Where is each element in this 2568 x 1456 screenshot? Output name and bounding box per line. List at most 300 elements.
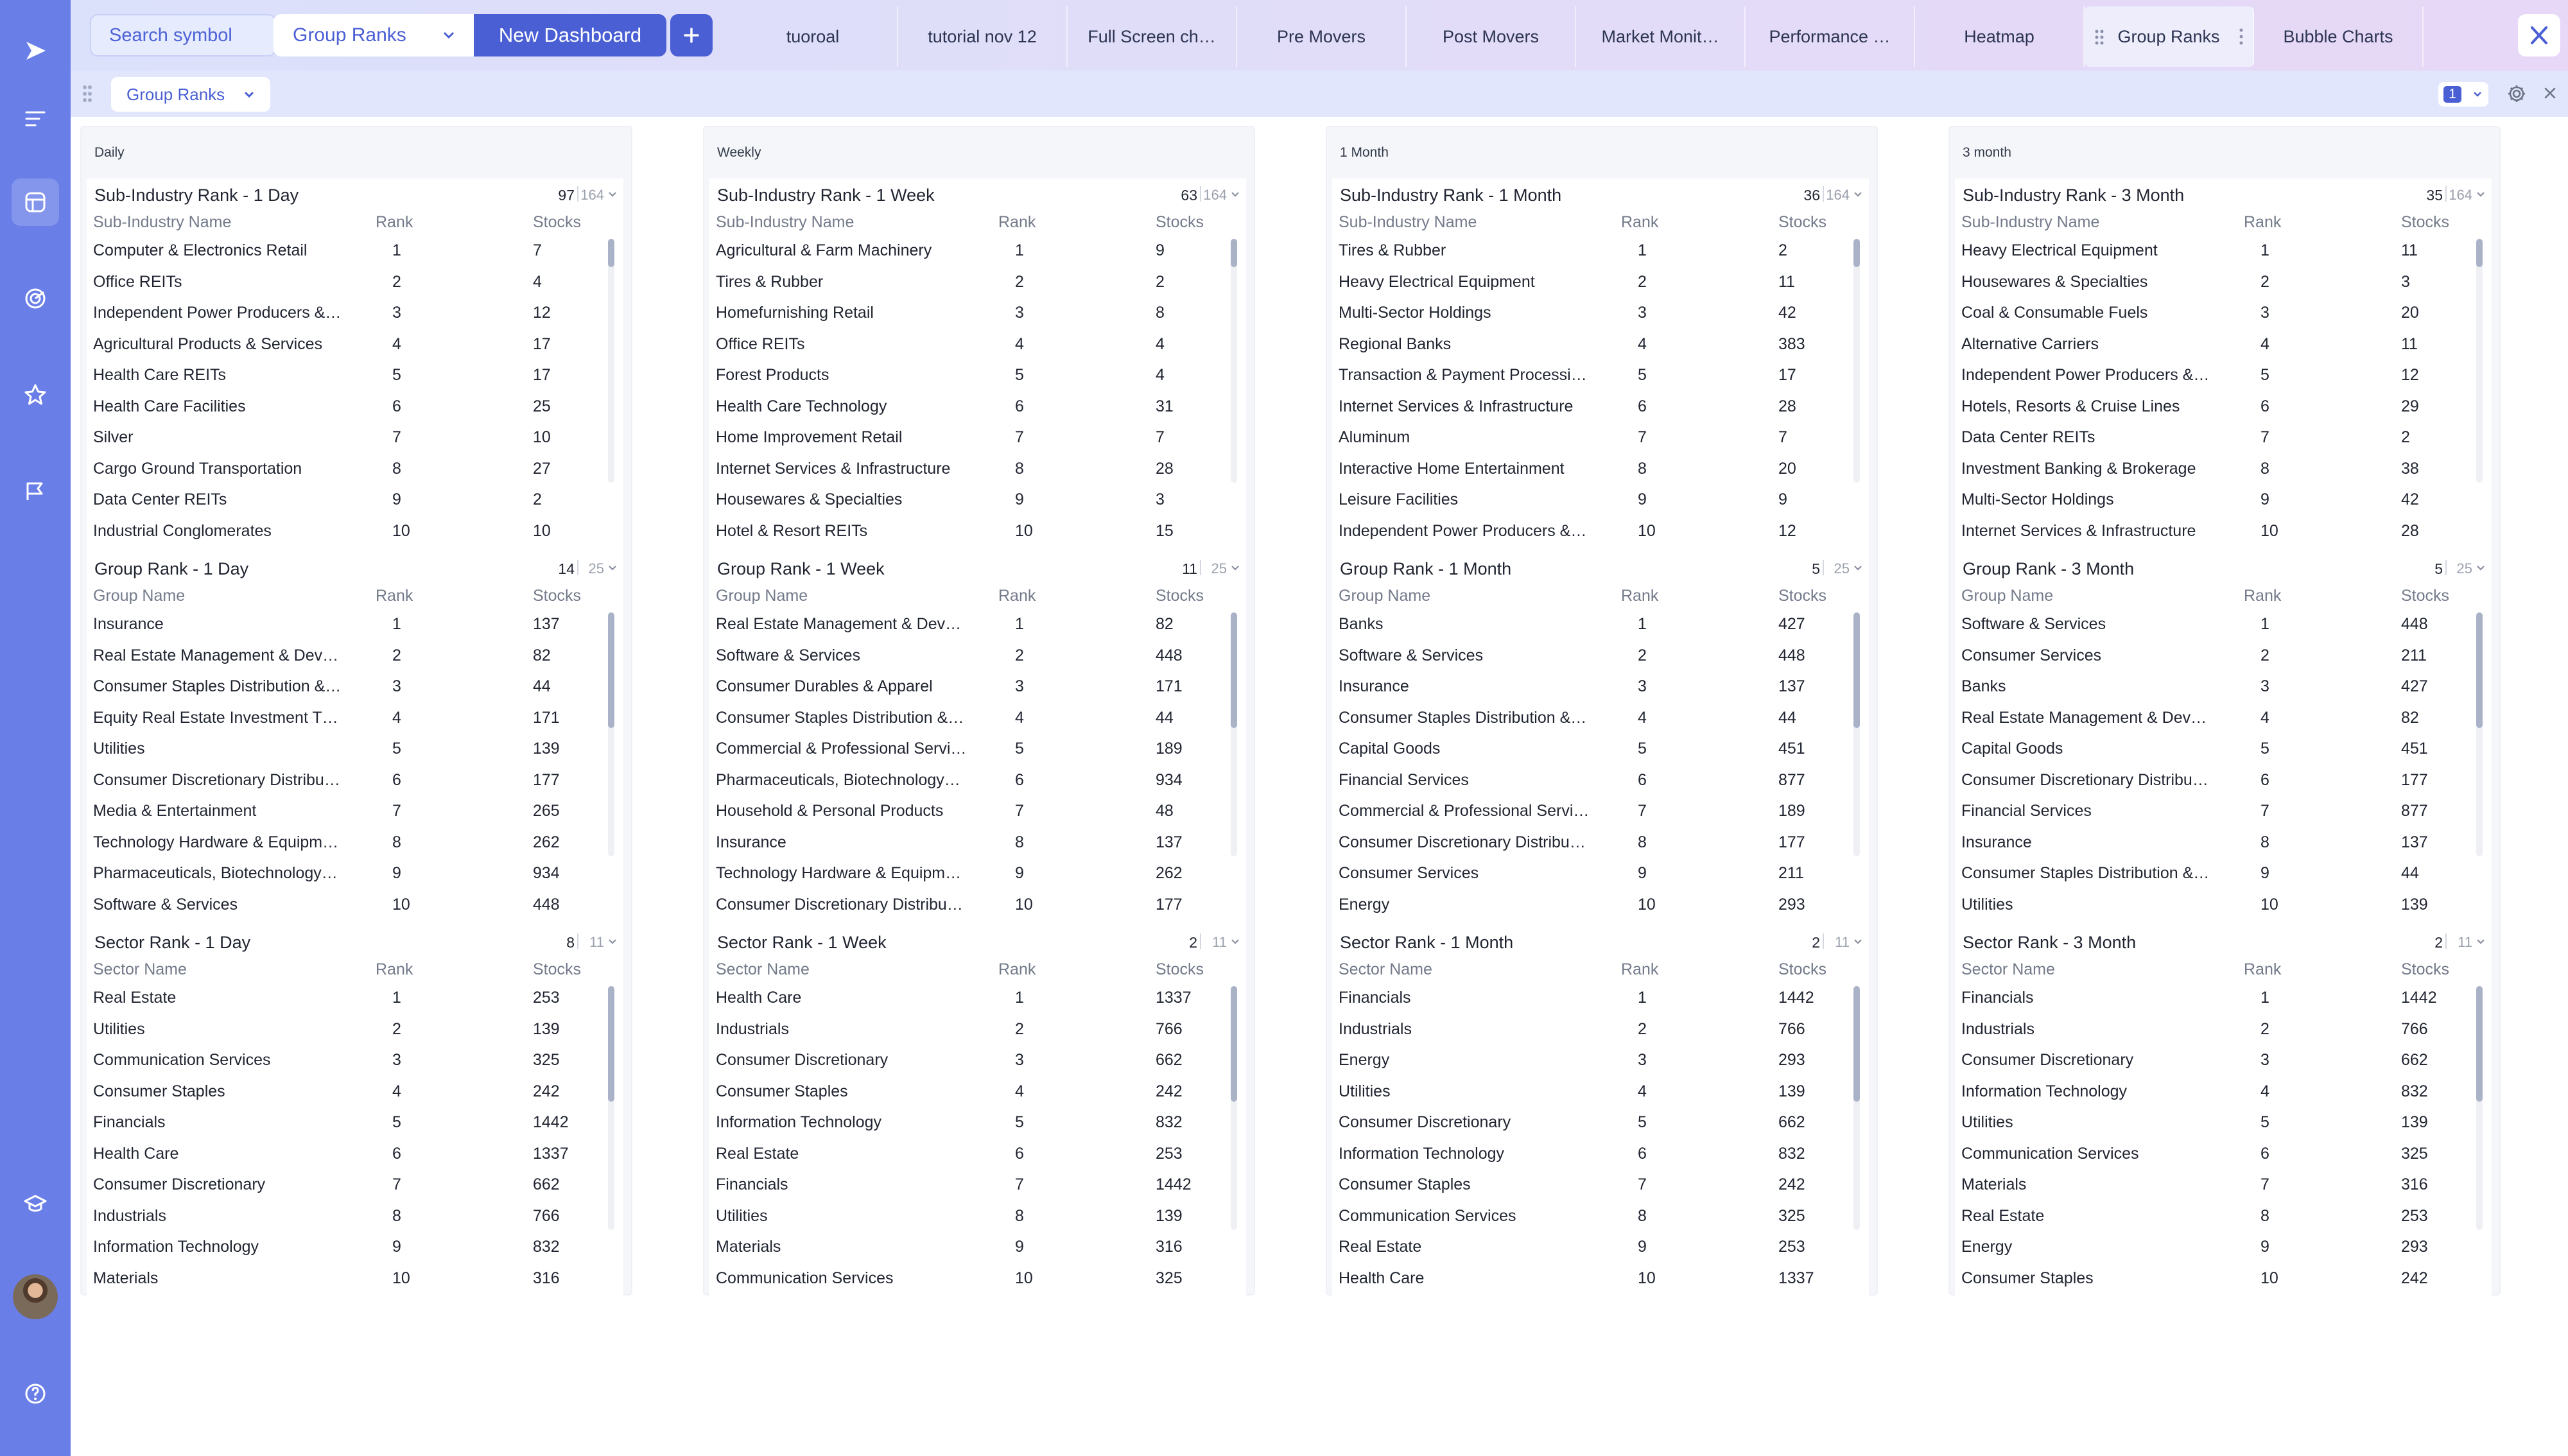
rank-panel (87, 926, 623, 1299)
table-row[interactable] (1955, 1231, 2468, 1262)
panel-header[interactable] (87, 178, 623, 209)
table-row[interactable] (1955, 391, 2468, 422)
table-row[interactable] (709, 360, 1223, 390)
table-row[interactable] (709, 516, 1223, 546)
table-row[interactable] (1332, 671, 1846, 702)
table-row[interactable] (1332, 422, 1846, 453)
table-row[interactable] (1955, 640, 2468, 671)
header-rank[interactable]: Rank (2244, 213, 2282, 231)
table-row[interactable] (87, 1169, 600, 1200)
cell-stocks: 877 (2401, 802, 2428, 820)
table-row[interactable] (1955, 1076, 2468, 1107)
table-row[interactable] (1332, 982, 1846, 1013)
panel-header[interactable] (1955, 926, 2492, 957)
table-row[interactable] (1955, 235, 2468, 266)
scrollbar-thumb[interactable] (1853, 986, 1860, 1102)
table-row[interactable] (709, 765, 1223, 795)
scrollbar[interactable] (2476, 986, 2483, 1230)
scrollbar[interactable] (608, 612, 614, 856)
cell-stocks: 2 (533, 490, 542, 508)
panel-count: 14 (558, 560, 575, 577)
tab-4[interactable] (1237, 6, 1407, 67)
table-row[interactable] (709, 1076, 1223, 1107)
cell-rank: 10 (1015, 1269, 1033, 1287)
table-row[interactable] (87, 827, 600, 858)
panel-total: 164 (2449, 187, 2472, 203)
table-row[interactable] (87, 484, 600, 515)
cell-stocks: 1337 (1156, 989, 1192, 1007)
chevron-down-icon[interactable] (607, 189, 618, 200)
top-bar (71, 0, 2568, 71)
cell-name: Real Estate (716, 1144, 799, 1163)
table-row[interactable] (709, 1200, 1223, 1231)
panel-title: Sector Rank - 1 Week (717, 933, 887, 952)
tab-9[interactable] (2085, 6, 2254, 67)
header-name[interactable]: Sector Name (1339, 960, 1432, 978)
panel-header[interactable] (709, 926, 1246, 957)
table-row[interactable] (1332, 235, 1846, 266)
cell-name: Consumer Discretionary Distribu… (1961, 770, 2208, 789)
table-row[interactable] (1955, 702, 2468, 733)
table-row[interactable] (709, 235, 1223, 266)
cell-name: Utilities (1339, 1082, 1391, 1100)
header-name[interactable]: Sub-Industry Name (716, 213, 855, 231)
dashboard-select[interactable] (273, 14, 474, 56)
cell-rank: 6 (392, 1144, 401, 1163)
chevron-down-icon[interactable] (1852, 189, 1864, 200)
cell-rank: 7 (392, 1175, 401, 1193)
table-row[interactable] (1955, 889, 2468, 920)
scrollbar[interactable] (1231, 612, 1237, 856)
table-row[interactable] (1332, 795, 1846, 826)
table-row[interactable] (1955, 1138, 2468, 1169)
header-name[interactable]: Sub-Industry Name (1339, 213, 1477, 231)
scrollbar[interactable] (1853, 239, 1860, 483)
cell-stocks: 877 (1778, 770, 1805, 789)
table-body (1955, 609, 2492, 926)
table-row[interactable] (87, 329, 600, 360)
scrollbar-thumb[interactable] (1231, 612, 1237, 728)
table-row[interactable] (1955, 329, 2468, 360)
table-row[interactable] (709, 733, 1223, 764)
table-row[interactable] (1332, 1231, 1846, 1262)
cell-rank: 4 (1638, 334, 1647, 353)
cell-stocks: 189 (1156, 740, 1183, 758)
table-row[interactable] (1955, 360, 2468, 390)
table-row[interactable] (1955, 516, 2468, 546)
chevron-down-icon[interactable] (2475, 189, 2486, 200)
close-icon (2543, 86, 2557, 100)
panel-title: Group Rank - 1 Month (1340, 559, 1512, 578)
scrollbar[interactable] (2476, 239, 2483, 483)
table-row[interactable] (87, 235, 600, 266)
scrollbar-thumb[interactable] (2476, 986, 2483, 1102)
table-row[interactable] (87, 1263, 600, 1294)
table-row[interactable] (1955, 858, 2468, 888)
scrollbar[interactable] (2476, 612, 2483, 856)
table-row[interactable] (1332, 889, 1846, 920)
table-row[interactable] (1332, 1014, 1846, 1044)
table-row[interactable] (87, 516, 600, 546)
table-row[interactable] (709, 391, 1223, 422)
logo-icon[interactable] (12, 27, 59, 74)
table-row[interactable] (1332, 516, 1846, 546)
link-group-select[interactable] (2438, 82, 2488, 107)
table-row[interactable] (87, 671, 600, 702)
table-row[interactable] (1955, 795, 2468, 826)
chevron-down-icon (242, 87, 256, 101)
table-row[interactable] (87, 858, 600, 888)
scrollbar-thumb[interactable] (608, 986, 614, 1102)
table-row[interactable] (1332, 1200, 1846, 1231)
table-row[interactable] (1332, 1263, 1846, 1294)
tab-label: Full Screen ch… (1088, 26, 1216, 46)
table-row[interactable] (87, 702, 600, 733)
search-input[interactable] (90, 14, 276, 56)
table-row[interactable] (1955, 1107, 2468, 1138)
table-row[interactable] (87, 795, 600, 826)
cell-stocks: 10 (533, 428, 551, 446)
table-row[interactable] (87, 1107, 600, 1138)
table-header (87, 209, 623, 235)
header-name[interactable]: Sector Name (716, 960, 810, 978)
header-stocks[interactable]: Stocks (1156, 960, 1204, 978)
tab-7[interactable] (1746, 6, 1915, 67)
cell-rank: 8 (392, 459, 401, 478)
cell-stocks: 242 (533, 1082, 560, 1100)
cell-rank: 8 (1015, 833, 1024, 851)
scrollbar[interactable] (1853, 986, 1860, 1230)
tab-2[interactable] (898, 6, 1068, 67)
more-options-icon[interactable] (2239, 28, 2244, 45)
table-row[interactable] (1332, 360, 1846, 390)
table-row[interactable] (1332, 858, 1846, 888)
table-row[interactable] (1955, 453, 2468, 484)
table-row[interactable] (87, 733, 600, 764)
cell-name: Utilities (1961, 895, 2013, 914)
rank-panel (1955, 926, 2492, 1299)
cell-name: Industrials (1961, 1019, 2034, 1038)
table-row[interactable] (87, 453, 600, 484)
header-name[interactable]: Sub-Industry Name (1961, 213, 2100, 231)
header-stocks[interactable]: Stocks (1156, 213, 1204, 231)
panel-header[interactable] (1332, 552, 1869, 583)
tab-8[interactable] (1915, 6, 2085, 67)
chevron-down-icon[interactable] (1229, 562, 1241, 574)
chevron-down-icon[interactable] (2475, 562, 2486, 574)
table-row[interactable] (709, 329, 1223, 360)
cell-name: Real Estate (1339, 1238, 1422, 1256)
table-row[interactable] (1332, 765, 1846, 795)
scrollbar[interactable] (1231, 986, 1237, 1230)
dashboard-icon[interactable] (12, 178, 59, 226)
table-row[interactable] (1955, 671, 2468, 702)
table-row[interactable] (1332, 453, 1846, 484)
cell-name: Internet Services & Infrastructure (1339, 397, 1574, 415)
cell-name: Independent Power Producers &… (93, 304, 342, 322)
header-name[interactable]: Group Name (93, 587, 186, 605)
tab-1[interactable] (729, 6, 898, 67)
scrollbar-thumb[interactable] (2476, 612, 2483, 728)
cell-name: Consumer Discretionary (93, 1175, 266, 1193)
table-row[interactable] (709, 266, 1223, 297)
table-row[interactable] (709, 484, 1223, 515)
table-row[interactable] (709, 1263, 1223, 1294)
panel-header[interactable] (709, 552, 1246, 583)
table-row[interactable] (709, 1169, 1223, 1200)
table-row[interactable] (87, 297, 600, 328)
table-row[interactable] (1332, 827, 1846, 858)
table-row[interactable] (87, 1076, 600, 1107)
cell-stocks: 25 (533, 397, 551, 415)
header-rank[interactable]: Rank (998, 213, 1036, 231)
panel-header[interactable] (709, 178, 1246, 209)
table-row[interactable] (1955, 609, 2468, 639)
header-name[interactable]: Sub-Industry Name (93, 213, 232, 231)
cell-rank: 10 (1638, 895, 1656, 914)
scrollbar-thumb[interactable] (1853, 612, 1860, 728)
table-row[interactable] (1332, 733, 1846, 764)
table-row[interactable] (1955, 982, 2468, 1013)
scrollbar-thumb[interactable] (1231, 986, 1237, 1102)
tab-5[interactable] (1407, 6, 1576, 67)
add-tab-button[interactable] (670, 14, 713, 56)
table-row[interactable] (87, 889, 600, 920)
cell-rank: 7 (1638, 802, 1647, 820)
table-row[interactable] (87, 1138, 600, 1169)
header-name[interactable]: Group Name (1961, 587, 2054, 605)
cell-name: Household & Personal Products (716, 802, 944, 820)
header-stocks[interactable]: Stocks (1156, 587, 1204, 605)
table-row[interactable] (87, 640, 600, 671)
table-row[interactable] (709, 297, 1223, 328)
header-stocks[interactable]: Stocks (1778, 587, 1827, 605)
table-row[interactable] (87, 1200, 600, 1231)
tab-6[interactable] (1576, 6, 1746, 67)
header-stocks[interactable]: Stocks (533, 960, 582, 978)
cell-stocks: 1337 (533, 1144, 569, 1163)
table-row[interactable] (709, 702, 1223, 733)
table-row[interactable] (709, 1107, 1223, 1138)
star-icon[interactable] (12, 371, 59, 419)
table-row[interactable] (1332, 702, 1846, 733)
chevron-down-icon[interactable] (607, 562, 618, 574)
cell-rank: 8 (2260, 1206, 2269, 1225)
header-stocks[interactable]: Stocks (2401, 213, 2450, 231)
cell-stocks: 11 (1778, 272, 1795, 291)
menu-icon[interactable] (12, 95, 59, 143)
table-row[interactable] (1332, 484, 1846, 515)
cell-stocks: 766 (1778, 1019, 1805, 1038)
table-row[interactable] (1332, 1044, 1846, 1075)
scrollbar[interactable] (608, 239, 614, 483)
header-stocks[interactable]: Stocks (2401, 587, 2450, 605)
table-row[interactable] (709, 453, 1223, 484)
new-dashboard-button[interactable]: New Dashboard (474, 14, 666, 56)
table-row[interactable] (709, 889, 1223, 920)
avatar[interactable] (13, 1274, 58, 1319)
panel-header[interactable] (1332, 178, 1869, 209)
header-rank[interactable]: Rank (2244, 960, 2282, 978)
cell-name: Information Technology (716, 1113, 882, 1131)
table-row[interactable] (87, 1044, 600, 1075)
header-rank[interactable]: Rank (1621, 960, 1659, 978)
scrollbar-thumb[interactable] (608, 239, 614, 267)
table-row[interactable] (1332, 1076, 1846, 1107)
table-row[interactable] (709, 1138, 1223, 1169)
drag-handle-icon[interactable] (82, 85, 92, 103)
link-group-number: 1 (2443, 86, 2461, 103)
scrollbar-thumb[interactable] (608, 612, 614, 728)
table-row[interactable] (87, 1014, 600, 1044)
table-row[interactable] (709, 640, 1223, 671)
table-row[interactable] (1955, 297, 2468, 328)
table-row[interactable] (1955, 422, 2468, 453)
table-row[interactable] (1332, 1138, 1846, 1169)
chevron-down-icon[interactable] (1229, 189, 1241, 200)
table-row[interactable] (1955, 765, 2468, 795)
table-row[interactable] (1332, 391, 1846, 422)
table-row[interactable] (1955, 1169, 2468, 1200)
scrollbar-thumb[interactable] (1231, 239, 1237, 267)
header-name[interactable]: Sector Name (93, 960, 187, 978)
table-row[interactable] (87, 391, 600, 422)
table-header (709, 583, 1246, 609)
table-row[interactable] (87, 609, 600, 639)
table-row[interactable] (1955, 827, 2468, 858)
drag-handle-icon[interactable] (2095, 30, 2104, 45)
chevron-down-icon[interactable] (607, 936, 618, 948)
table-row[interactable] (1332, 266, 1846, 297)
table-row[interactable] (87, 422, 600, 453)
table-row[interactable] (1332, 329, 1846, 360)
scrollbar[interactable] (608, 986, 614, 1230)
academy-icon[interactable] (12, 1180, 59, 1227)
chevron-down-icon[interactable] (1229, 936, 1241, 948)
table-row[interactable] (87, 1231, 600, 1262)
panel-header[interactable] (1955, 552, 2492, 583)
scrollbar-thumb[interactable] (1853, 239, 1860, 267)
table-row[interactable] (87, 360, 600, 390)
table-row[interactable] (87, 266, 600, 297)
table-row[interactable] (1332, 609, 1846, 639)
cell-rank: 3 (2260, 304, 2269, 322)
table-row[interactable] (1955, 1044, 2468, 1075)
table-row[interactable] (709, 609, 1223, 639)
header-rank[interactable]: Rank (1621, 587, 1659, 605)
header-rank[interactable]: Rank (376, 213, 413, 231)
table-row[interactable] (87, 765, 600, 795)
settings-button[interactable] (2504, 81, 2529, 107)
table-row[interactable] (709, 671, 1223, 702)
table-row[interactable] (1332, 297, 1846, 328)
header-stocks[interactable]: Stocks (533, 213, 582, 231)
header-stocks[interactable]: Stocks (533, 587, 582, 605)
panel-header[interactable] (87, 552, 623, 583)
scrollbar[interactable] (1231, 239, 1237, 483)
scrollbar[interactable] (1853, 612, 1860, 856)
header-rank[interactable]: Rank (998, 587, 1036, 605)
cell-rank: 9 (2260, 490, 2269, 508)
table-row[interactable] (709, 858, 1223, 888)
panel-header[interactable] (87, 926, 623, 957)
chevron-down-icon[interactable] (1852, 936, 1864, 948)
table-row[interactable] (1332, 1107, 1846, 1138)
radar-icon[interactable] (12, 275, 59, 322)
header-rank[interactable]: Rank (376, 960, 413, 978)
cell-rank: 4 (392, 1082, 401, 1100)
cell-stocks: 10 (533, 521, 551, 540)
panel-header[interactable] (1332, 926, 1869, 957)
header-name[interactable]: Group Name (1339, 587, 1431, 605)
table-row[interactable] (709, 1014, 1223, 1044)
table-row[interactable] (1332, 1169, 1846, 1200)
cell-rank: 3 (1015, 1051, 1024, 1069)
table-row[interactable] (709, 1231, 1223, 1262)
cell-name: Consumer Discretionary (716, 1051, 889, 1069)
cell-stocks: 8 (1156, 304, 1165, 322)
header-name[interactable]: Sector Name (1961, 960, 2055, 978)
tab-3[interactable] (1068, 6, 1237, 67)
cell-rank: 10 (1638, 521, 1656, 540)
table-row[interactable] (1332, 640, 1846, 671)
panel-total: 164 (1203, 187, 1227, 203)
tab-10[interactable] (2254, 6, 2424, 67)
cell-rank: 3 (392, 304, 401, 322)
chevron-down-icon[interactable] (2475, 936, 2486, 948)
table-row[interactable] (709, 1044, 1223, 1075)
table-row[interactable] (1955, 1263, 2468, 1294)
table-row[interactable] (709, 422, 1223, 453)
table-row[interactable] (709, 827, 1223, 858)
table-row[interactable] (1955, 733, 2468, 764)
help-icon[interactable] (12, 1370, 59, 1417)
header-name[interactable]: Group Name (716, 587, 808, 605)
header-rank[interactable]: Rank (998, 960, 1036, 978)
header-stocks[interactable]: Stocks (1778, 213, 1827, 231)
cell-name: Cargo Ground Transportation (93, 459, 302, 478)
rank-panel (87, 178, 623, 552)
cell-name: Energy (1961, 1238, 2013, 1256)
close-widget-button[interactable] (2539, 82, 2561, 104)
header-stocks[interactable]: Stocks (1778, 960, 1827, 978)
header-rank[interactable]: Rank (2244, 587, 2282, 605)
header-stocks[interactable]: Stocks (2401, 960, 2450, 978)
cell-stocks: 9 (1778, 490, 1787, 508)
cell-name: Software & Services (1339, 646, 1484, 664)
header-rank[interactable]: Rank (1621, 213, 1659, 231)
table-row[interactable] (87, 982, 600, 1013)
chevron-down-icon[interactable] (1852, 562, 1864, 574)
column-title: Daily (94, 145, 125, 160)
table-row[interactable] (1955, 266, 2468, 297)
table-row[interactable] (1955, 1014, 2468, 1044)
cell-rank: 5 (1015, 740, 1024, 758)
table-row[interactable] (709, 982, 1223, 1013)
widget-type-select[interactable] (111, 77, 270, 112)
panel-header[interactable] (1955, 178, 2492, 209)
flag-icon[interactable] (12, 467, 59, 515)
scrollbar-thumb[interactable] (2476, 239, 2483, 267)
table-row[interactable] (709, 795, 1223, 826)
x-logo-button[interactable] (2518, 14, 2560, 56)
header-rank[interactable]: Rank (376, 587, 413, 605)
table-row[interactable] (1955, 1200, 2468, 1231)
cell-stocks: 832 (1778, 1144, 1805, 1163)
cell-rank: 5 (392, 740, 401, 758)
table-row[interactable] (1955, 484, 2468, 515)
cell-name: Real Estate Management & Dev… (716, 615, 962, 633)
